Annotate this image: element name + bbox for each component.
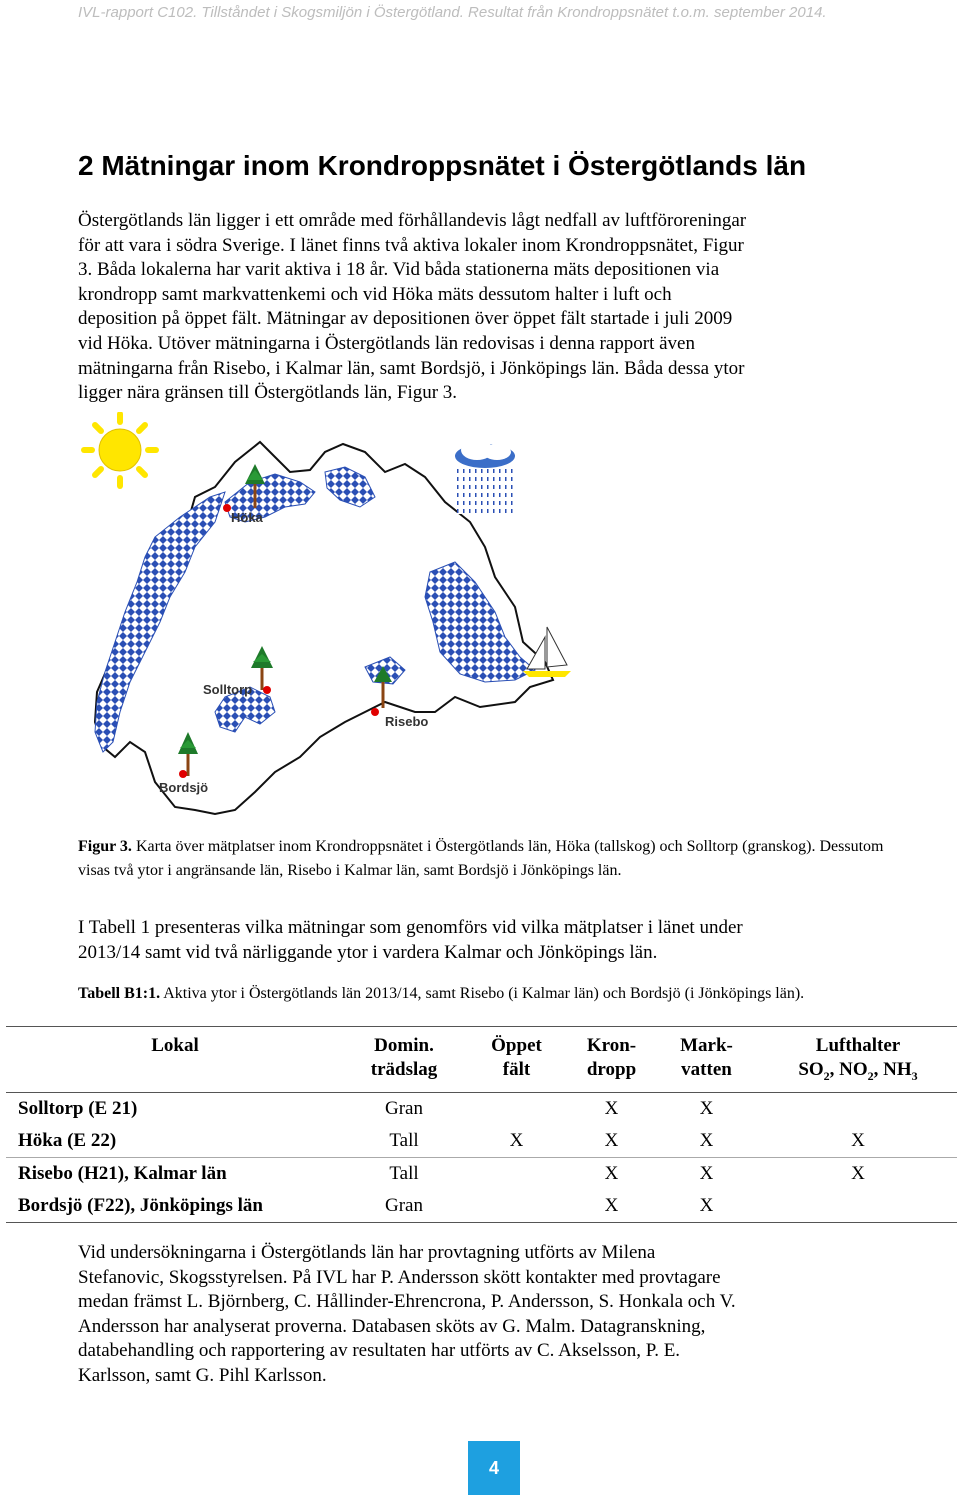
header-line: Kron- bbox=[586, 1035, 637, 1056]
page-number: 4 bbox=[468, 1441, 520, 1495]
table-row bbox=[6, 1125, 957, 1158]
paragraph-line: Andersson har analyserat proverna. Databasen sköts av G. Malm. Datagranskning, bbox=[78, 1315, 706, 1337]
figure-caption-text: Karta över mätplatser inom Krondroppsnätet i Östergötlands län, Höka (tallskog) och Solltorp (granskog). Dessutom visas två ytor i angränsande län, Risebo i Kalmar län, samt Bordsjö i Jönköpings län. bbox=[78, 838, 884, 879]
map-label-solltorp: Solltorp bbox=[203, 682, 253, 697]
table-caption-label: Tabell B1:1. bbox=[78, 985, 161, 1002]
paragraph-line: Vid undersökningarna i Östergötlands län har provtagning utförts av Milena bbox=[78, 1242, 656, 1263]
map-label-hoka: Höka bbox=[231, 510, 263, 525]
paragraph-line: Stefanovic, Skogsstyrelsen. På IVL har P. Andersson skött kontakter med provtagare bbox=[78, 1266, 721, 1288]
cell-tradslag: Tall bbox=[344, 1158, 464, 1191]
cell-markvatten: X bbox=[654, 1158, 759, 1191]
paragraph-line: medan främst L. Björnberg, C. Hållinder-Ehrencrona, P. Andersson, S. Honkala och V. bbox=[78, 1291, 736, 1313]
paragraph-line: för att vara i södra Sverige. I länet finns två aktiva lokaler inom Krondroppsnätet, Figur bbox=[78, 234, 744, 256]
col-header-krondropp bbox=[569, 1027, 654, 1093]
header-line: fält bbox=[502, 1059, 531, 1080]
paragraph-line: 2013/14 samt vid två närliggande ytor i vardera Kalmar och Jönköpings län. bbox=[78, 941, 658, 963]
site-marker-solltorp bbox=[263, 686, 271, 694]
cell-oppet: X bbox=[509, 1130, 524, 1151]
formula-sub: 3 bbox=[911, 1068, 918, 1083]
cell-tradslag: Tall bbox=[389, 1130, 419, 1151]
formula-no: , NO bbox=[829, 1059, 868, 1080]
credits-paragraph bbox=[78, 1241, 923, 1389]
paragraph-line: mätningarna från Risebo, i Kalmar län, samt Bordsjö, i Jönköpings län. Båda dessa ytor bbox=[78, 357, 745, 379]
header-line: Lufthalter bbox=[815, 1035, 901, 1056]
cell-oppet bbox=[464, 1190, 569, 1223]
header-line: dropp bbox=[586, 1059, 637, 1080]
table-header-row bbox=[6, 1027, 957, 1093]
cell-oppet bbox=[464, 1093, 569, 1126]
paragraph-line: Östergötlands län ligger i ett område med förhållandevis lågt nedfall av luftföroreningar bbox=[78, 210, 747, 231]
site-marker-risebo bbox=[371, 708, 379, 716]
col-header-markvatten bbox=[654, 1027, 759, 1093]
cell-lokal: Höka (E 22) bbox=[18, 1130, 117, 1151]
cell-tradslag: Gran bbox=[344, 1093, 464, 1126]
table-row bbox=[6, 1190, 957, 1223]
formula-sub: 2 bbox=[867, 1068, 874, 1083]
cell-markvatten: X bbox=[654, 1093, 759, 1126]
running-header: IVL-rapport C102. Tillståndet i Skogsmiljön i Östergötland. Resultat från Krondroppsnätet t.o.m. september 2014. bbox=[78, 4, 827, 21]
formula-so: SO bbox=[798, 1059, 824, 1080]
cell-markvatten: X bbox=[699, 1130, 714, 1151]
section-heading: 2 Mätningar inom Krondroppsnätet i Östergötlands län bbox=[78, 150, 807, 181]
col-header-oppet-falt bbox=[464, 1027, 569, 1093]
cell-markvatten: X bbox=[654, 1190, 759, 1223]
figure-caption-label: Figur 3. bbox=[78, 838, 132, 855]
header-line: Öppet bbox=[491, 1035, 542, 1056]
table-caption-text: Aktiva ytor i Östergötlands län 2013/14, samt Risebo (i Kalmar län) och Bordsjö (i Jönköpings län). bbox=[160, 985, 805, 1002]
paragraph-line: 3. Båda lokalerna har varit aktiva i 18 år. Vid båda stationerna mäts depositionen via bbox=[78, 259, 720, 281]
map-label-risebo: Risebo bbox=[385, 714, 429, 729]
cell-lokal: Risebo (H21), Kalmar län bbox=[6, 1158, 344, 1191]
cell-krondropp: X bbox=[569, 1093, 654, 1126]
figure-caption bbox=[78, 835, 918, 883]
header-line: trädslag bbox=[370, 1059, 438, 1080]
paragraph-line: vid Höka. Utöver mätningarna i Östergötlands län redovisas i denna rapport även bbox=[78, 332, 695, 354]
cell-lufthalter: X bbox=[759, 1158, 957, 1191]
cell-lokal: Solltorp (E 21) bbox=[6, 1093, 344, 1126]
rain-cloud-icon bbox=[455, 440, 515, 514]
county-map bbox=[75, 412, 585, 824]
paragraph-line: krondropp samt markvattenkemi och vid Höka mäts dessutom halter i luft och bbox=[78, 283, 672, 305]
col-header-tradslag bbox=[344, 1027, 464, 1093]
header-formula bbox=[798, 1059, 918, 1083]
cell-lufthalter bbox=[759, 1093, 957, 1126]
cell-krondropp: X bbox=[569, 1190, 654, 1223]
cell-oppet bbox=[464, 1158, 569, 1191]
cell-krondropp: X bbox=[604, 1130, 619, 1151]
table-caption bbox=[78, 982, 878, 1006]
header-line: Domin. bbox=[374, 1035, 434, 1056]
table-row bbox=[6, 1093, 957, 1126]
sun-icon bbox=[84, 414, 156, 486]
header-line: Mark- bbox=[680, 1035, 733, 1056]
cell-lufthalter: X bbox=[851, 1130, 865, 1151]
formula-sub: 2 bbox=[823, 1068, 830, 1083]
intro-paragraph bbox=[78, 209, 923, 406]
col-header-lokal: Lokal bbox=[6, 1027, 344, 1093]
cell-krondropp: X bbox=[569, 1158, 654, 1191]
paragraph-line: deposition på öppet fält. Mätningar av depositionen över öppet fält startade i juli 2009 bbox=[78, 308, 733, 330]
site-marker-bordsjo bbox=[179, 770, 187, 778]
paragraph-line: databehandling och rapportering av resultaten har utförts av C. Akselsson, P. E. bbox=[78, 1340, 681, 1362]
paragraph-line: I Tabell 1 presenteras vilka mätningar som genomförs vid vilka mätplatser i länet under bbox=[78, 917, 743, 938]
cell-lokal: Bordsjö (F22), Jönköpings län bbox=[6, 1190, 344, 1223]
table-row bbox=[6, 1158, 957, 1191]
map-label-bordsjo: Bordsjö bbox=[159, 780, 209, 795]
paragraph-line: ligger nära gränsen till Östergötlands län, Figur 3. bbox=[78, 382, 458, 404]
cell-lufthalter bbox=[759, 1190, 957, 1223]
sites-table bbox=[6, 1026, 957, 1223]
header-line: vatten bbox=[681, 1059, 732, 1080]
formula-nh: , NH bbox=[873, 1059, 912, 1080]
col-header-lufthalter bbox=[759, 1027, 957, 1093]
table-intro-paragraph bbox=[78, 916, 923, 965]
paragraph-line: Karlsson, samt G. Pihl Karlsson. bbox=[78, 1364, 327, 1386]
cell-tradslag: Gran bbox=[344, 1190, 464, 1223]
site-marker-hoka bbox=[223, 504, 231, 512]
